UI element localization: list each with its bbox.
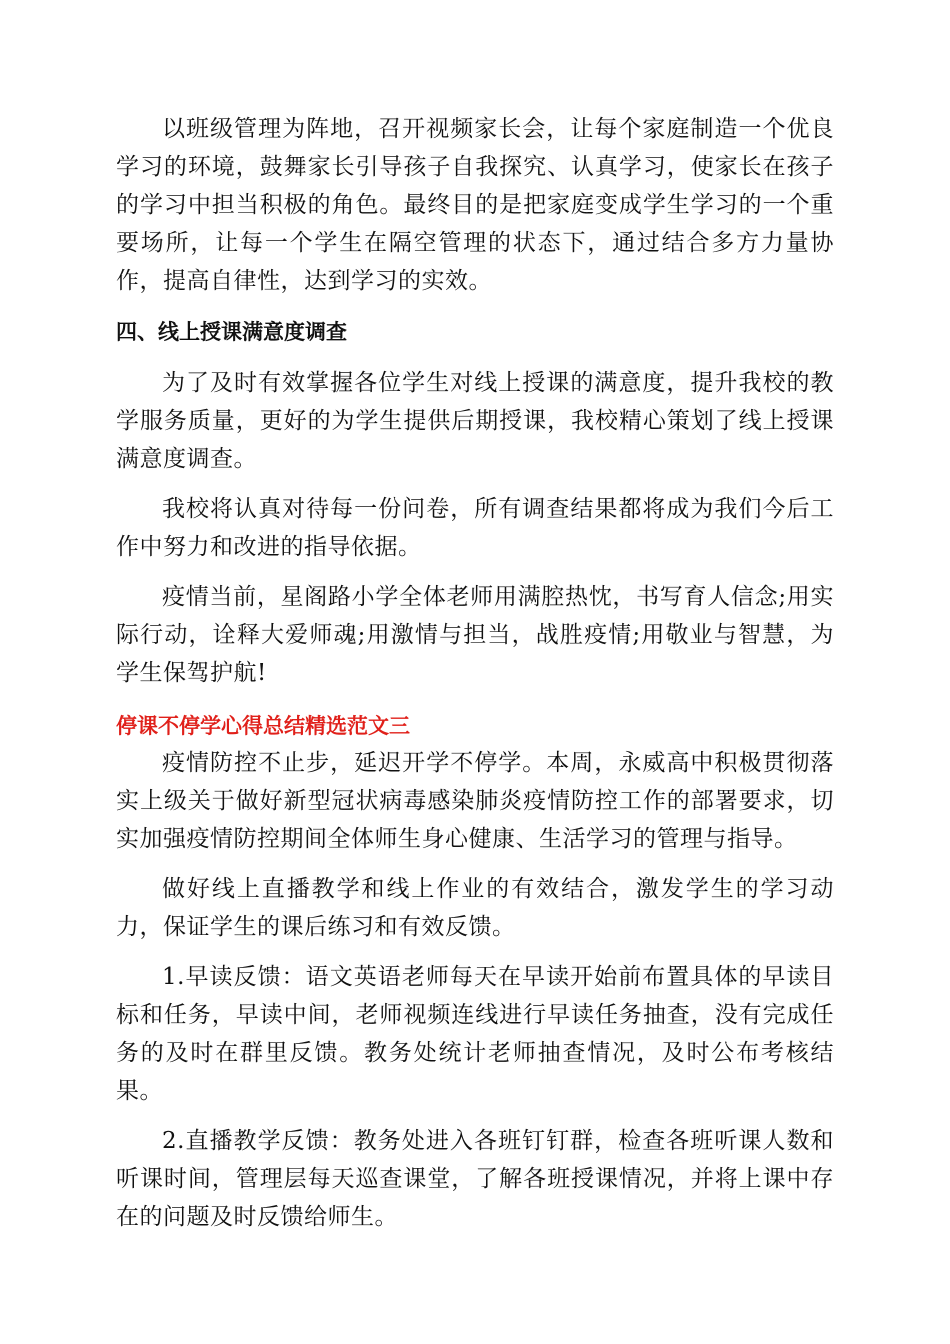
document-body: [116, 110, 834, 1248]
paragraph-online-teaching: 做好线上直播教学和线上作业的有效结合，激发学生的学习动力，保证学生的课后练习和有效反馈。: [116, 876, 834, 940]
article-title-three: 停课不停学心得总结精选范文三: [116, 714, 410, 738]
paragraph-live-teaching: 2.直播教学反馈：教务处进入各班钉钉群，检查各班听课人数和听课时间，管理层每天巡查课堂，了解各班授课情况，并将上课中存在的问题及时反馈给师生。: [116, 1128, 834, 1230]
paragraph-survey-commitment: 我校将认真对待每一份问卷，所有调查结果都将成为我们今后工作中努力和改进的指导依据。: [116, 496, 834, 560]
paragraph-class-management: 以班级管理为阵地，召开视频家长会，让每个家庭制造一个优良学习的环境，鼓舞家长引导孩子自我探究、认真学习，使家长在孩子的学习中担当积极的角色。最终目的是把家庭变成学生学习的一个重要场所，让每一个学生在隔空管理的状态下，通过结合多方力量协作，提高自律性，达到学习的实效。: [116, 116, 834, 294]
section-heading-survey: 四、线上授课满意度调查: [116, 320, 347, 344]
paragraph-survey-purpose: 为了及时有效掌握各位学生对线上授课的满意度，提升我校的教学服务质量，更好的为学生提供后期授课，我校精心策划了线上授课满意度调查。: [116, 370, 834, 472]
paragraph-epidemic-control: 疫情防控不止步，延迟开学不停学。本周，永威高中积极贯彻落实上级关于做好新型冠状病毒感染肺炎疫情防控工作的部署要求，切实加强疫情防控期间全体师生身心健康、生活学习的管理与指导。: [116, 750, 834, 852]
paragraph-teachers-dedication: 疫情当前，星阁路小学全体老师用满腔热忱，书写育人信念;用实际行动，诠释大爱师魂;用激情与担当，战胜疫情;用敬业与智慧，为学生保驾护航!: [116, 584, 834, 686]
paragraph-morning-reading: 1.早读反馈：语文英语老师每天在早读开始前布置具体的早读目标和任务，早读中间，老师视频连线进行早读任务抽查，没有完成任务的及时在群里反馈。教务处统计老师抽查情况，及时公布考核结果。: [116, 964, 834, 1104]
